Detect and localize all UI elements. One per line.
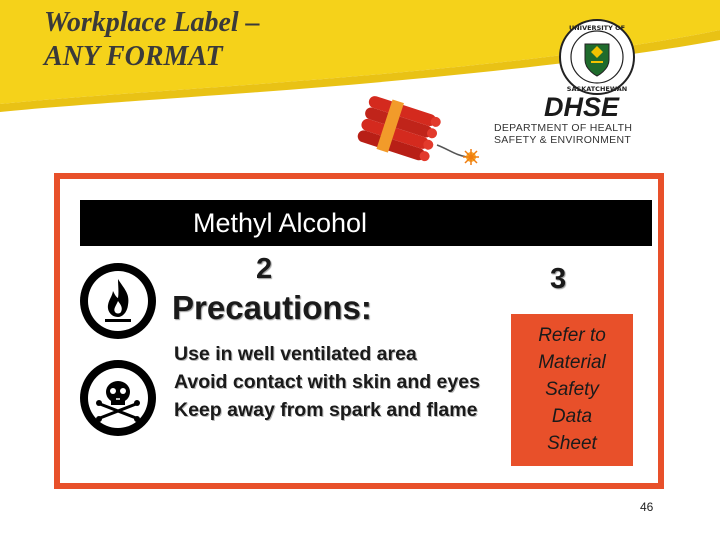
msds-line: Refer to <box>538 325 606 346</box>
chemical-name: Methyl Alcohol <box>192 208 368 238</box>
msds-line: Data <box>551 406 593 427</box>
slide-title <box>44 6 260 74</box>
msds-line: Safety <box>545 379 599 400</box>
hazard-class-number-left: 2 <box>256 253 273 285</box>
dhse-wordmark: DHSE <box>544 92 620 122</box>
dhse-logo <box>494 92 644 152</box>
poison-skull-icon <box>78 358 158 438</box>
dhse-dept-line1: DEPARTMENT OF HEALTH <box>494 122 633 134</box>
dhse-department-name <box>494 122 632 146</box>
flammable-symbol-icon <box>78 261 158 341</box>
slide-title-line2: ANY FORMAT <box>44 41 223 72</box>
precaution-item: Avoid contact with skin and eyes <box>174 371 480 393</box>
msds-reference-box <box>511 314 633 466</box>
msds-reference-text <box>511 322 633 457</box>
msds-line: Material <box>538 352 606 373</box>
precautions-heading: Precautions: <box>172 289 372 326</box>
dynamite-image <box>355 95 495 170</box>
dhse-dept-line2: SAFETY & ENVIRONMENT <box>494 134 632 146</box>
precaution-item: Use in well ventilated area <box>174 343 417 365</box>
svg-text:UNIVERSITY OF: UNIVERSITY OF <box>568 24 626 32</box>
slide-title-line1: Workplace Label – <box>44 7 260 38</box>
precaution-item: Keep away from spark and flame <box>174 399 478 421</box>
precautions-list <box>174 344 504 428</box>
university-seal-logo <box>558 18 636 96</box>
msds-line: Sheet <box>547 433 597 454</box>
hazard-class-number-right: 3 <box>550 263 567 295</box>
svg-text:SASKATCHEWAN: SASKATCHEWAN <box>566 85 628 93</box>
page-number: 46 <box>640 500 654 514</box>
chemical-name-bar <box>80 200 652 246</box>
